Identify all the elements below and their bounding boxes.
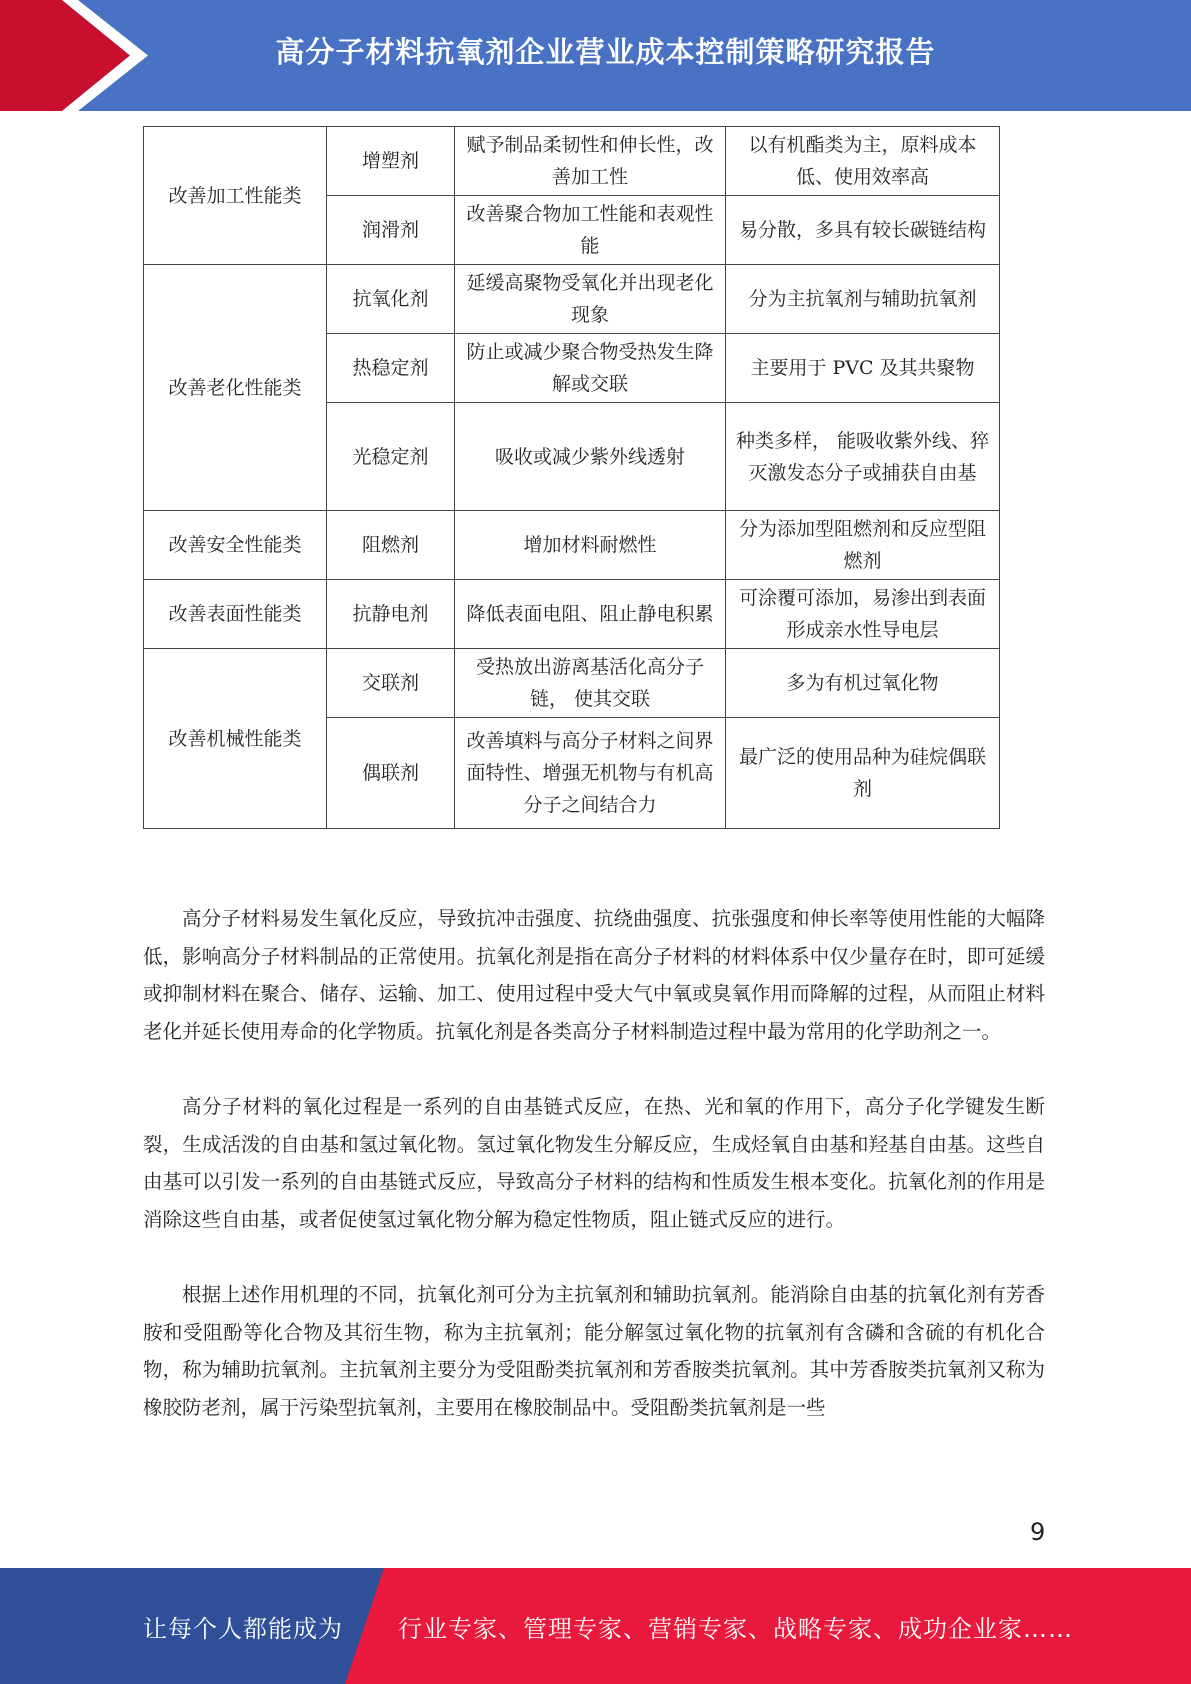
table-row xyxy=(144,649,1000,718)
category-cell: 改善老化性能类 xyxy=(144,265,327,511)
agent-cell: 交联剂 xyxy=(327,649,455,718)
function-cell: 延缓高聚物受氧化并出现老化现象 xyxy=(455,265,726,334)
note-cell: 以有机酯类为主，原料成本低、使用效率高 xyxy=(726,127,1000,196)
page-header xyxy=(0,0,1191,111)
note-cell: 可涂覆可添加，易渗出到表面形成亲水性导电层 xyxy=(726,580,1000,649)
table-row xyxy=(144,580,1000,649)
additive-classification-table xyxy=(143,126,1000,829)
body-text xyxy=(143,900,1045,1464)
note-cell: 分为主抗氧剂与辅助抗氧剂 xyxy=(726,265,1000,334)
agent-cell: 抗静电剂 xyxy=(327,580,455,649)
additive-table xyxy=(143,126,999,829)
note-cell: 分为添加型阻燃剂和反应型阻燃剂 xyxy=(726,511,1000,580)
agent-cell: 抗氧化剂 xyxy=(327,265,455,334)
header-arrow-decoration xyxy=(0,0,160,111)
footer-slogan-right: 行业专家、管理专家、营销专家、战略专家、成功企业家…… xyxy=(398,1614,1073,1643)
paragraph: 高分子材料的氧化过程是一系列的自由基链式反应，在热、光和氧的作用下，高分子化学键发生断裂，生成活泼的自由基和氢过氧化物。氢过氧化物发生分解反应，生成烃氧自由基和羟基自由基。这些自由基可以引发一系列的自由基链式反应，导致高分子材料的结构和性质发生根本变化。抗氧化剂的作用是消除这些自由基，或者促使氢过氧化物分解为稳定性物质，阻止链式反应的进行。 xyxy=(143,1095,1045,1231)
note-cell: 种类多样， 能吸收紫外线、猝灭激发态分子或捕获自由基 xyxy=(726,403,1000,511)
page-footer xyxy=(0,1568,1191,1684)
agent-cell: 光稳定剂 xyxy=(327,403,455,511)
agent-cell: 阻燃剂 xyxy=(327,511,455,580)
function-cell: 改善聚合物加工性能和表观性能 xyxy=(455,196,726,265)
agent-cell: 热稳定剂 xyxy=(327,334,455,403)
footer-slogan-left: 让每个人都能成为 xyxy=(143,1614,343,1643)
report-title: 高分子材料抗氧剂企业营业成本控制策略研究报告 xyxy=(275,34,936,69)
agent-cell: 增塑剂 xyxy=(327,127,455,196)
category-cell: 改善表面性能类 xyxy=(144,580,327,649)
function-cell: 防止或减少聚合物受热发生降解或交联 xyxy=(455,334,726,403)
note-cell: 易分散，多具有较长碳链结构 xyxy=(726,196,1000,265)
agent-cell: 润滑剂 xyxy=(327,196,455,265)
note-cell: 多为有机过氧化物 xyxy=(726,649,1000,718)
function-cell: 降低表面电阻、阻止静电积累 xyxy=(455,580,726,649)
function-cell: 增加材料耐燃性 xyxy=(455,511,726,580)
category-cell: 改善机械性能类 xyxy=(144,649,327,829)
category-cell: 改善加工性能类 xyxy=(144,127,327,265)
function-cell: 赋予制品柔韧性和伸长性，改善加工性 xyxy=(455,127,726,196)
paragraph: 根据上述作用机理的不同，抗氧化剂可分为主抗氧剂和辅助抗氧剂。能消除自由基的抗氧化剂有芳香胺和受阻酚等化合物及其衍生物，称为主抗氧剂；能分解氢过氧化物的抗氧剂有含磷和含硫的有机化合物，称为辅助抗氧剂。主抗氧剂主要分为受阻酚类抗氧剂和芳香胺类抗氧剂。其中芳香胺类抗氧剂又称为橡胶防老剂，属于污染型抗氧剂，主要用在橡胶制品中。受阻酚类抗氧剂是一些 xyxy=(143,1283,1045,1419)
page-number: 9 xyxy=(1030,1518,1046,1546)
paragraph: 高分子材料易发生氧化反应，导致抗冲击强度、抗绕曲强度、抗张强度和伸长率等使用性能的大幅降低，影响高分子材料制品的正常使用。抗氧化剂是指在高分子材料的材料体系中仅少量存在时，即可延缓或抑制材料在聚合、储存、运输、加工、使用过程中受大气中氧或臭氧作用而降解的过程，从而阻止材料老化并延长使用寿命的化学物质。抗氧化剂是各类高分子材料制造过程中最为常用的化学助剂之一。 xyxy=(143,907,1045,1043)
agent-cell: 偶联剂 xyxy=(327,718,455,829)
note-cell: 主要用于 PVC 及其共聚物 xyxy=(726,334,1000,403)
note-cell: 最广泛的使用品种为硅烷偶联剂 xyxy=(726,718,1000,829)
function-cell: 改善填料与高分子材料之间界面特性、增强无机物与有机高分子之间结合力 xyxy=(455,718,726,829)
table-row xyxy=(144,265,1000,334)
table-row xyxy=(144,511,1000,580)
category-cell: 改善安全性能类 xyxy=(144,511,327,580)
function-cell: 受热放出游离基活化高分子链， 使其交联 xyxy=(455,649,726,718)
function-cell: 吸收或减少紫外线透射 xyxy=(455,403,726,511)
table-row xyxy=(144,127,1000,196)
